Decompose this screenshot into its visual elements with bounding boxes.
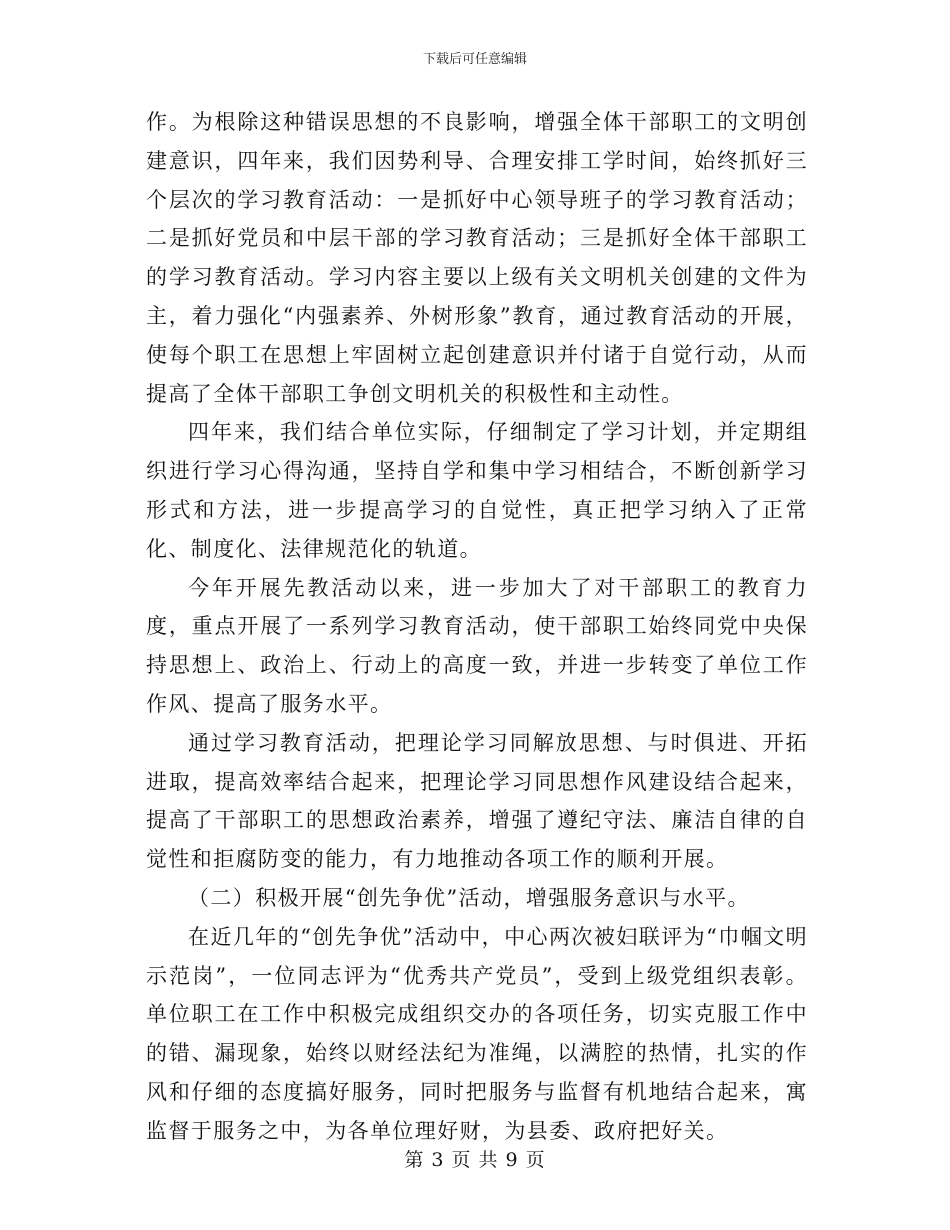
section-heading: （二）积极开展“创先争优”活动，增强服务意识与水平。 xyxy=(188,885,750,910)
page-header-note: 下载后可任意编辑 xyxy=(422,52,527,67)
body-paragraph-3: 今年开展先教活动以来，进一步加大了对干部职工的教育力度，重点开展了一系列学习教育活动，使干部职工始终同党中央保持思想上、政治上、行动上的高度一致，并进一步转变了单位工作作风、提高了服务水平。 xyxy=(146,575,808,716)
body-paragraph-2: 四年来，我们结合单位实际，仔细制定了学习计划，并定期组织进行学习心得沟通，坚持自学和集中学习相结合，不断创新学习形式和方法，进一步提高学习的自觉性，真正把学习纳入了正常化、制度化、法律规范化的轨道。 xyxy=(146,420,808,561)
body-paragraph-5: 在近几年的“创先争优”活动中，中心两次被妇联评为“巾帼文明示范岗”，一位同志评为“优秀共产党员”，受到上级党组织表彰。单位职工在工作中积极完成组织交办的各项任务，切实克服工作中的错、漏现象，始终以财经法纪为准绳，以满腔的热情，扎实的作风和仔细的态度搞好服务，同时把服务与监督有机地结合起来，寓监督于服务之中，为各单位理好财，为县委、政府把好关。 xyxy=(146,924,808,1143)
page-number-footer: 第 3 页 共 9 页 xyxy=(404,1149,546,1171)
body-paragraph-4: 通过学习教育活动，把理论学习同解放思想、与时俱进、开拓进取，提高效率结合起来，把理论学习同思想作风建设结合起来，提高了干部职工的思想政治素养，增强了遵纪守法、廉洁自律的自觉性和拒腐防变的能力，有力地推动各项工作的顺利开展。 xyxy=(146,730,808,872)
document-body xyxy=(146,103,808,1151)
body-paragraph-1: 作。为根除这种错误思想的不良影响，增强全体干部职工的文明创建意识，四年来，我们因势利导、合理安排工学时间，始终抓好三个层次的学习教育活动：一是抓好中心领导班子的学习教育活动；二是抓好党员和中层干部的学习教育活动；三是抓好全体干部职工的学习教育活动。学习内容主要以上级有关文明机关创建的文件为主，着力强化“内强素养、外树形象”教育，通过教育活动的开展，使每个职工在思想上牢固树立起创建意识并付诸于自觉行动，从而提高了全体干部职工争创文明机关的积极性和主动性。 xyxy=(146,110,808,406)
